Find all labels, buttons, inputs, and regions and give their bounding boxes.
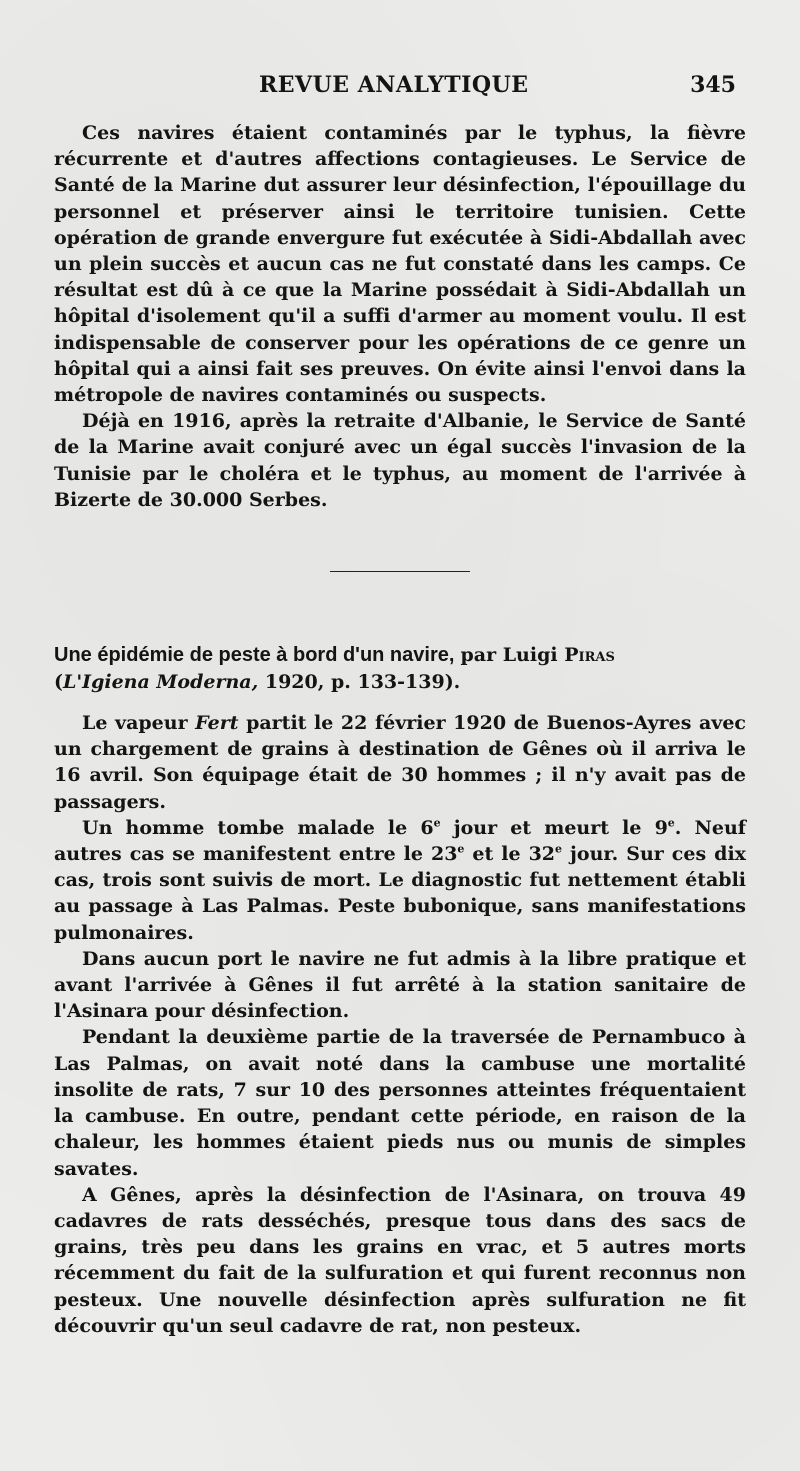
ship-name: Fert [195,712,239,735]
text-run: Le vapeur [82,712,196,735]
ordinal-suffix: e [667,816,675,830]
article-source [54,671,460,693]
running-header [54,72,746,102]
article-paragraph-5: A Gênes, après la désinfection de l'Asinara, on trouva 49 cadavres de rats desséchés, presque tous dans des sacs de grains, très peu dans les grains en vrac, et 5 autres morts récemment du fait de la sulfuration et qui furent reconnus non pesteux. Une nouvelle désinfection après sulfuration ne fit découvrir qu'un seul cadavre de rat, non pesteux. [54,1183,746,1337]
article-paragraph-2 [54,815,746,946]
ordinal-suffix: e [433,816,441,830]
running-title: REVUE ANALYTIQUE [259,72,529,98]
section-divider [330,571,470,572]
source-details: 1920, p. 133-139). [264,671,461,694]
ordinal-suffix: e [555,842,563,856]
author-prefix: par Luigi [460,644,558,667]
ordinal-suffix: e [457,842,465,856]
text-run: Un homme tombe malade le 6 [82,816,434,839]
article-paragraph-3: Dans aucun port le navire ne fut admis à la libre pratique et avant l'arrivée à Gênes il fut arrêté à la station sanitaire de l'Asinara pour désinfection. [54,947,746,1023]
article-paragraph-1 [54,710,746,815]
text-run: jour et meurt le 9 [440,816,668,839]
text-run: jour. Sur ces dix cas, trois sont suivis de mort. Le diagnostic fut nettement établi au passage à Las Palmas. Peste bubonique, sans manifestations pulmonaires. [54,843,746,944]
source-open: ( [54,671,63,694]
intro-paragraph-1: Ces navires étaient contaminés par le typhus, la fièvre récurrente et d'autres affections contagieuses. Le Service de Santé de la Marine dut assurer leur désinfection, l'épouillage du personnel et préserver ainsi le territoire tunisien. Cette opération de grande envergure fut exécutée à Sidi-Abdallah avec un plein succès et aucun cas ne fut constaté dans les camps. Ce résultat est dû à ce que la Marine possédait à Sidi-Abdallah un hôpital d'isolement qu'il a suffi d'armer au moment voulu. Il est indispensable de conserver pour les opérations de ce genre un hôpital qui a ainsi fait ses preuves. On évite ainsi l'envoi dans la métropole de navires contaminés ou suspects. [54,122,746,407]
source-journal: L'Igiena Moderna, [63,671,259,694]
text-run: et le 32 [464,843,556,866]
article-heading [54,642,746,696]
intro-paragraph-2: Déjà en 1916, après la retraite d'Albanie, le Service de Santé de la Marine avait conjuré avec un égal succès l'invasion de la Tunisie par le choléra et le typhus, au moment de l'arrivée à Bizerte de 30.000 Serbes. [54,410,746,511]
text-run: partit le 22 février 1920 de Buenos-Ayres avec un chargement de grains à destination de Gênes où il arriva le 16 avril. Son équipage était de 30 hommes ; il n'y avait pas de passagers. [54,712,746,813]
article-title: Une épidémie de peste à bord d'un navire, [54,644,455,667]
author-name: Piras [564,644,615,667]
article-author [460,644,614,666]
article-paragraph-4: Pendant la deuxième partie de la traversée de Pernambuco à Las Palmas, on avait noté dans la cambuse une mortalité insolite de rats, 7 sur 10 des personnes atteintes fréquentaient la cambuse. En outre, pendant cette période, en raison de la chaleur, les hommes étaient pieds nus ou munis de simples savates. [54,1026,746,1180]
page-number: 345 [690,72,736,98]
text-run: . Neuf autres cas se manifestent entre le 23 [54,816,746,866]
